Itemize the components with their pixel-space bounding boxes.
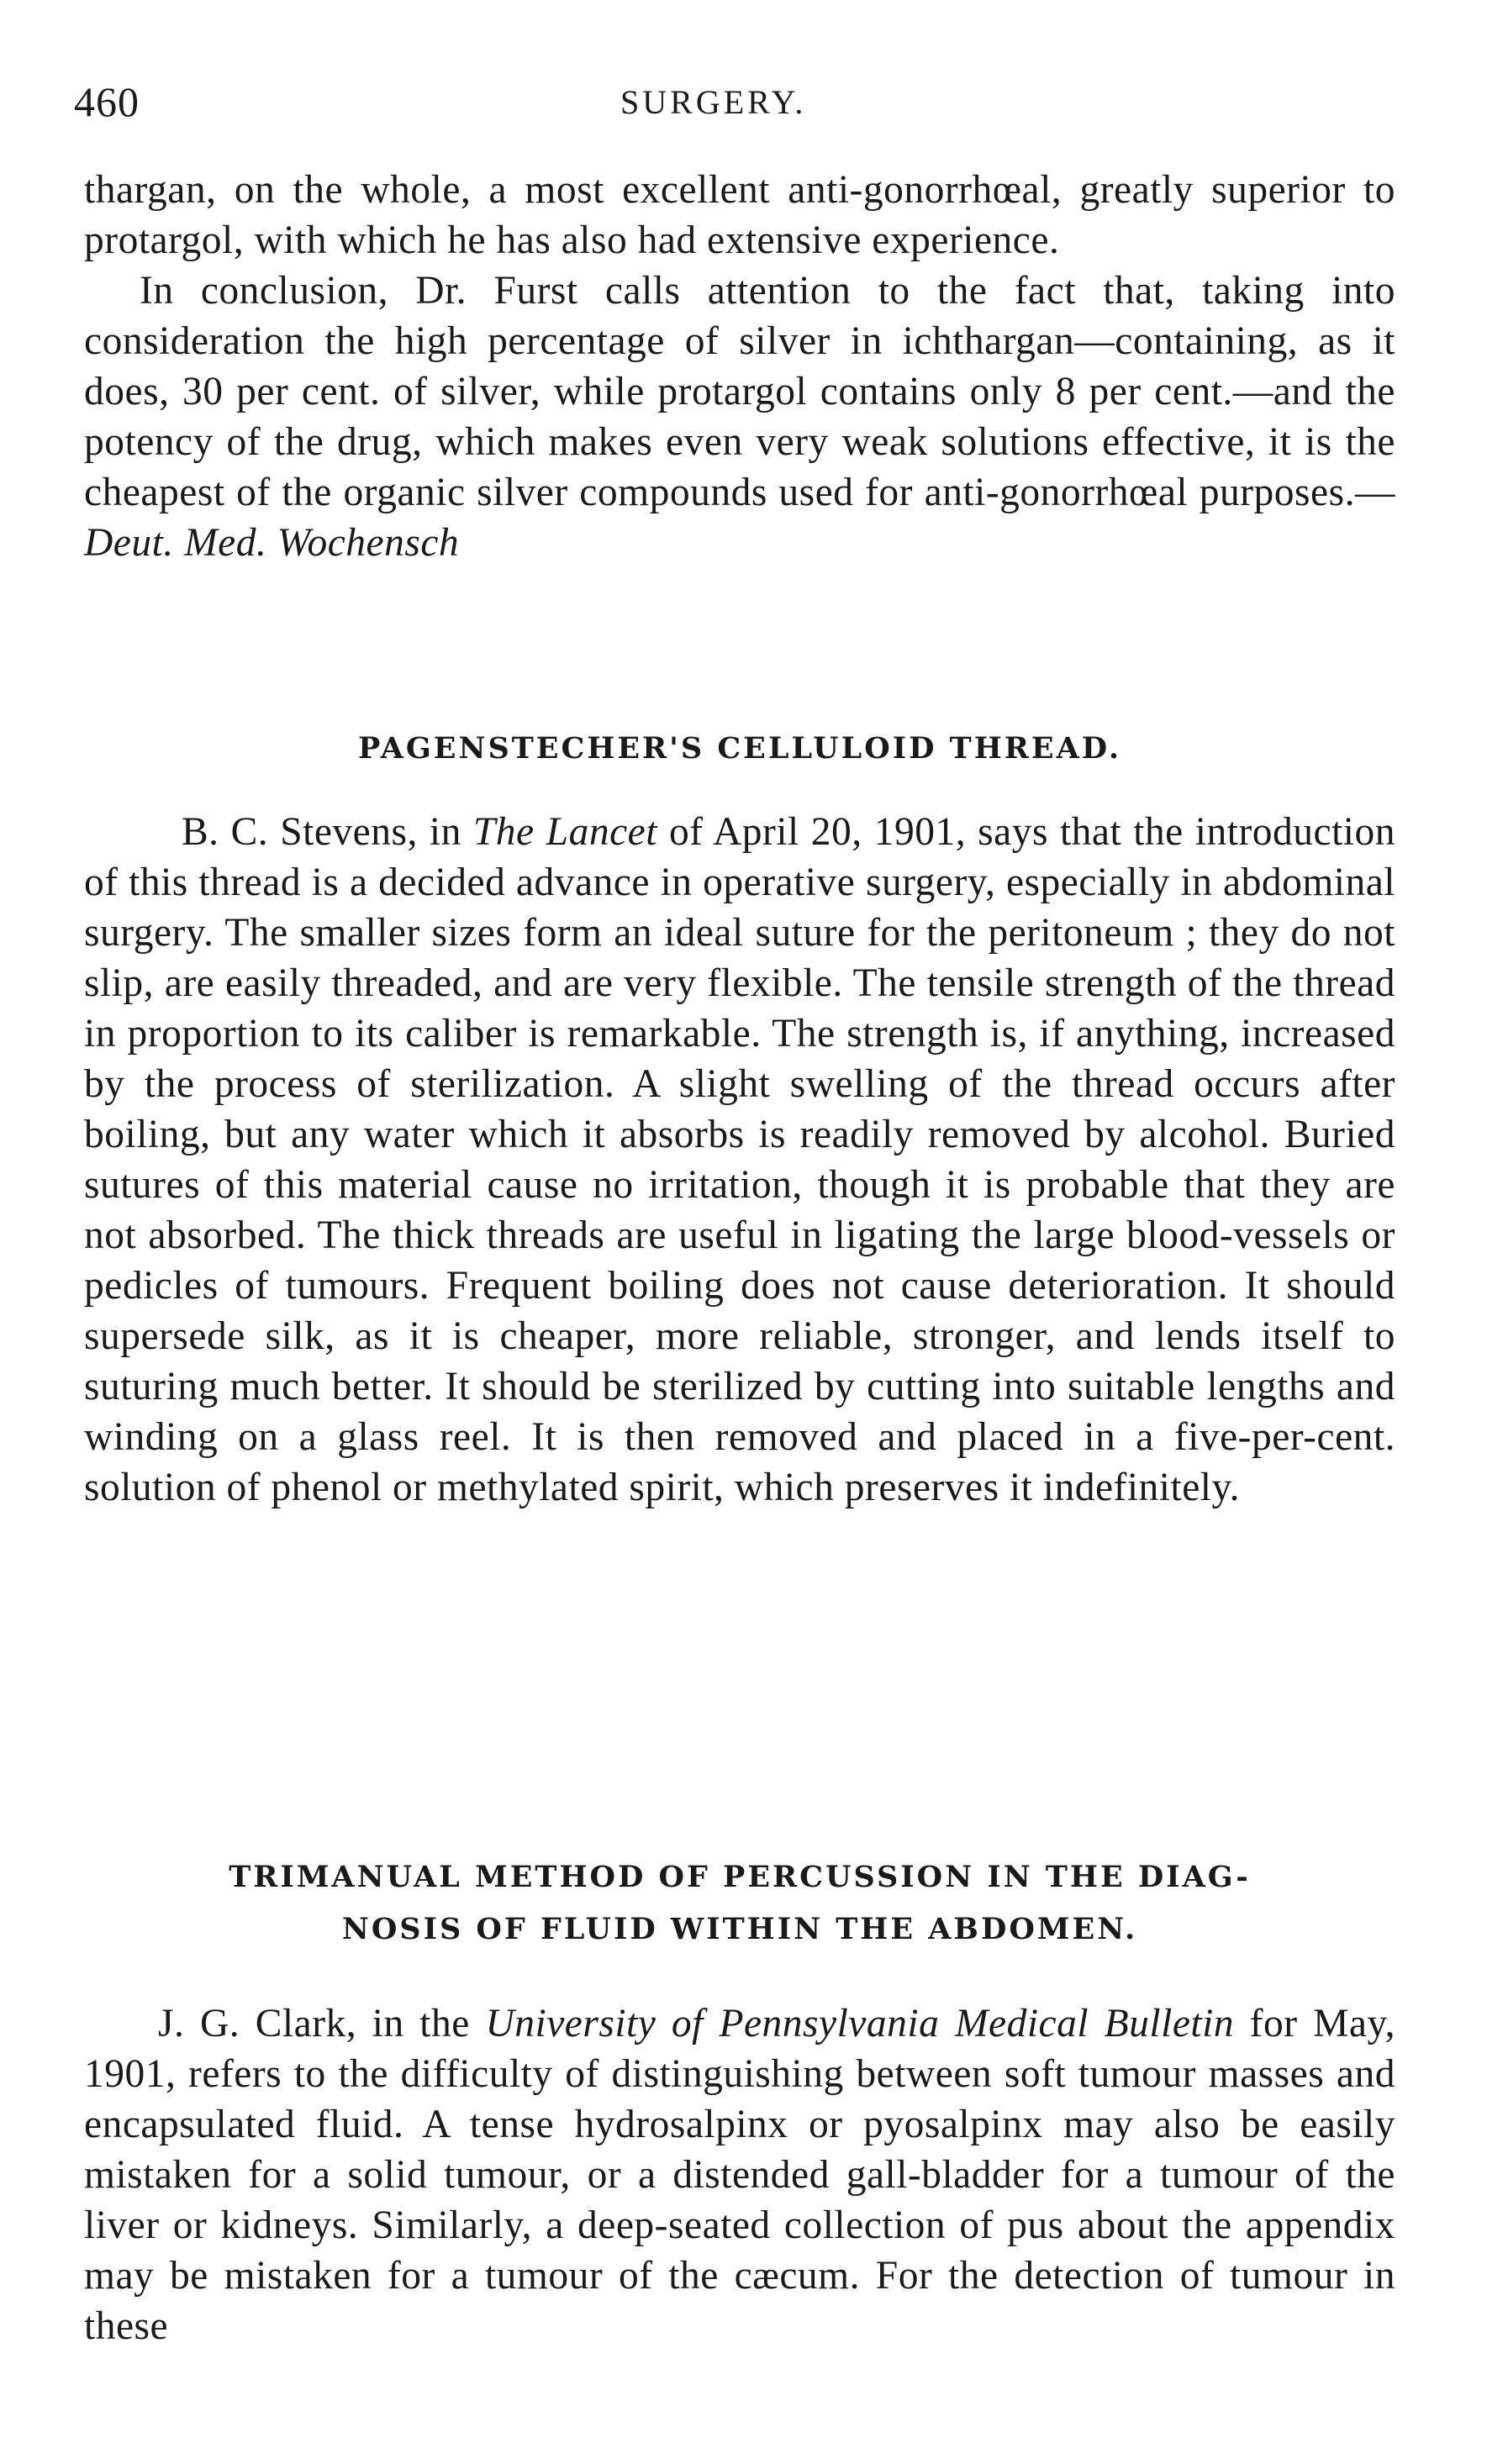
paragraph-continued: thargan, on the whole, a most excellent anti-gonorrhœal, greatly superior to protargol, with which he has also had extensive experience. xyxy=(84,168,1395,262)
paragraph-trimanual-percussion xyxy=(84,1998,1395,2351)
text-after-journal: of April 20, 1901, says that the introduction of this thread is a decided advance in operative surgery, especially in abdominal surgery. The smaller sizes form an ideal suture for the peritoneum ; they do not slip, are easily threaded, and are very flexible. The tensile strength of the thread in proportion to its caliber is remarkable. The strength is, if anything, increased by the process of sterilization. A slight swelling of the thread occurs after boiling, but any water which it absorbs is readily removed by alcohol. Buried sutures of this material cause no irritation, though it is probable that they are not absorbed. The thick threads are useful in ligating the large blood-vessels or pedicles of tumours. Frequent boiling does not cause deterioration. It should supersede silk, as it is cheaper, more reliable, stronger, and lends itself to suturing much better. It should be sterilized by cutting into suitable lengths and winding on a glass reel. It is then removed and placed in a five-per-cent. solution of phenol or methylated spirit, which preserves it indefinitely. xyxy=(84,810,1395,1509)
heading-line-1: TRIMANUAL METHOD OF PERCUSSION IN THE DIAG- xyxy=(229,1860,1251,1894)
page-header xyxy=(74,77,1385,136)
source-citation: Deut. Med. Wochensch xyxy=(84,521,460,565)
journal-title: University of Pennsylvania Medical Bulletin xyxy=(485,2002,1235,2045)
page-number: 460 xyxy=(74,78,140,125)
section-ichthargan-conclusion xyxy=(84,165,1395,568)
section-celluloid-thread xyxy=(84,807,1395,1513)
text-after-journal: for May, 1901, refers to the difficulty of distinguishing between soft tumour masses and encapsulated fluid. A tense hydrosalpinx or pyosalpinx may also be easily mistaken for a solid tumour, or a distended gall-bladder for a tumour of the liver or kidneys. Similarly, a deep-seated collection of pus about the appendix may be mistaken for a tumour of the cæcum. For the detection of tumour in these xyxy=(84,2002,1396,2348)
text-before-journal: J. G. Clark, in the xyxy=(158,2002,486,2045)
paragraph-celluloid-thread xyxy=(84,807,1395,1513)
conclusion-text: In conclusion, Dr. Furst calls attention to the fact that, taking into consideration the high percentage of silver in ichthargan—containing, as it does, 30 per cent. of silver, while protargol contains only 8 per cent.—and the potency of the drug, which makes even very weak solutions effective, it is the cheapest of the organic silver compounds used for anti-gonorrhœal purposes.— xyxy=(84,269,1395,514)
text-before-journal: B. C. Stevens, in xyxy=(182,810,473,854)
running-head: SURGERY. xyxy=(620,83,807,121)
section-trimanual-percussion xyxy=(84,1998,1395,2351)
heading-line-2: NOSIS OF FLUID WITHIN THE ABDOMEN. xyxy=(341,1912,1138,1946)
paragraph-conclusion xyxy=(84,266,1395,568)
journal-title: The Lancet xyxy=(472,810,657,854)
section-heading-trimanual-percussion xyxy=(84,1851,1395,1956)
section-heading-celluloid-thread: PAGENSTECHER'S CELLULOID THREAD. xyxy=(357,731,1122,766)
